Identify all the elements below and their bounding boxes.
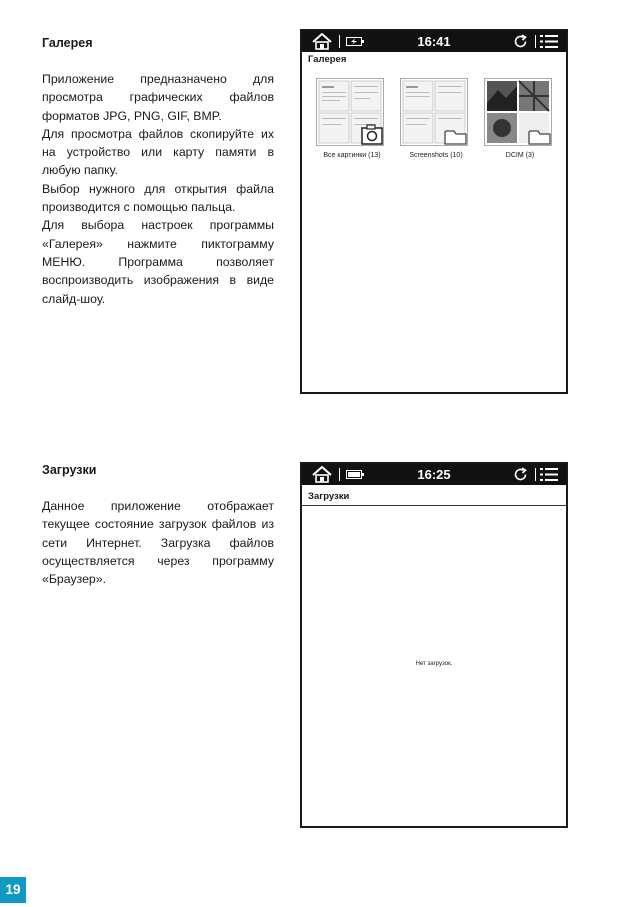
downloads-device-screen	[300, 462, 568, 828]
album-all-pictures[interactable]	[316, 78, 388, 159]
status-bar	[302, 31, 566, 52]
app-title: Загрузки	[308, 491, 350, 502]
refresh-icon[interactable]	[513, 467, 528, 482]
album-thumbnail	[316, 78, 384, 146]
gallery-description	[42, 70, 274, 308]
app-title: Галерея	[308, 54, 347, 65]
title-divider	[302, 505, 566, 506]
album-thumbnail	[400, 78, 468, 146]
empty-downloads-message: Нет загрузок.	[415, 661, 453, 667]
gallery-paragraph-2: Для просмотра файлов скопируйте их на устройство или карту памяти в любую папку.	[42, 126, 274, 178]
album-label: Все картинки (13)	[323, 152, 381, 159]
gallery-device-screen	[300, 29, 568, 394]
menu-icon[interactable]	[540, 35, 558, 48]
page-number: 19	[0, 877, 26, 903]
album-thumbnail	[484, 78, 552, 146]
gallery-paragraph-4: Для выбора настроек программы «Галерея» нажмите пиктограмму МЕНЮ. Программа позволяет воспроизводить изображения в виде слайд-шоу.	[42, 218, 274, 306]
album-label: DCIM (3)	[505, 152, 535, 159]
downloads-heading: Загрузки	[42, 463, 97, 477]
status-bar	[302, 464, 566, 485]
gallery-paragraph-1: Приложение предназначено для просмотра графических файлов форматов JPG, PNG, GIF, BMP.	[42, 72, 274, 123]
status-separator	[535, 35, 536, 48]
gallery-paragraph-3: Выбор нужного для открытия файла производится с помощью пальца.	[42, 181, 274, 215]
album-screenshots[interactable]	[400, 78, 472, 159]
status-separator	[535, 468, 536, 481]
downloads-paragraph-1: Данное приложение отображает текущее состояние загрузок файлов из сети Интернет. Загрузка файлов осуществляется через программу «Браузер».	[42, 499, 274, 587]
status-time: 16:41	[417, 34, 451, 49]
gallery-heading: Галерея	[42, 36, 93, 50]
menu-icon[interactable]	[540, 468, 558, 481]
album-label: Screenshots (10)	[409, 152, 463, 159]
album-dcim[interactable]	[484, 78, 556, 159]
status-time: 16:25	[417, 467, 451, 482]
downloads-description	[42, 497, 274, 588]
refresh-icon[interactable]	[513, 34, 528, 49]
